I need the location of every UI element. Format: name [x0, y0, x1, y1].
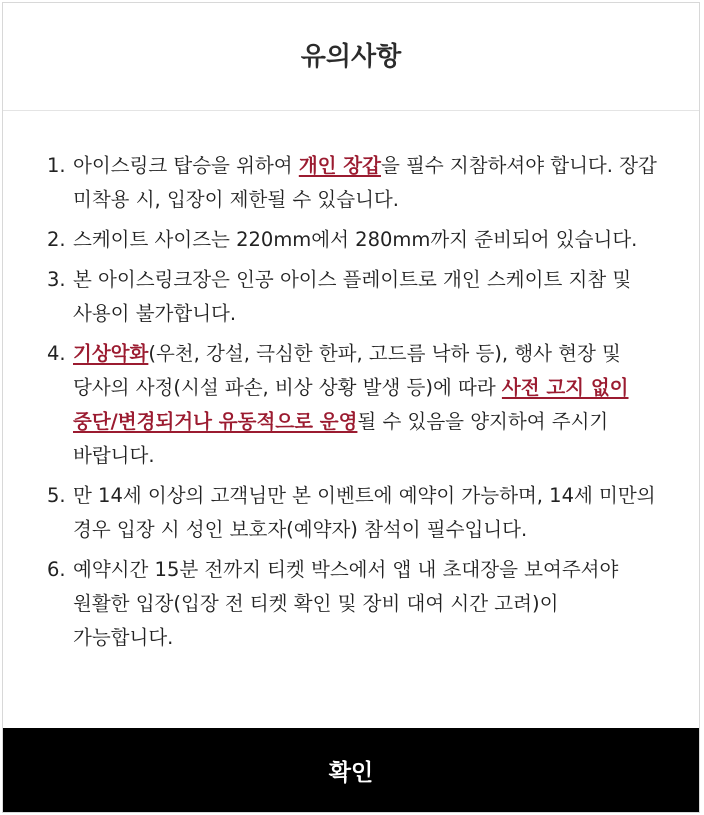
notice-text [73, 263, 659, 331]
notice-item [47, 553, 659, 655]
notice-item [47, 263, 659, 331]
notice-text [73, 479, 659, 547]
notice-highlight: 사전 고지 없이 중단/변경되거나 유동적으로 운영 [73, 376, 629, 433]
notice-text [73, 149, 659, 217]
notice-highlight: 기상악화 [73, 342, 149, 365]
notice-text-segment: 될 수 있음을 양지하여 주시기 바랍니다. [73, 410, 609, 467]
notice-text-segment: 스케이트 사이즈는 220mm에서 280mm까지 준비되어 있습니다. [73, 228, 638, 251]
notice-modal [2, 2, 700, 813]
notice-text-segment: 을 필수 지참하셔야 합니다. 장갑 미착용 시, 입장이 제한될 수 있습니다. [73, 154, 657, 211]
notice-item [47, 223, 659, 257]
notice-number: 3. [47, 268, 66, 291]
notice-text-segment: 본 아이스링크장은 인공 아이스 플레이트로 개인 스케이트 지참 및 사용이 불가합니다. [73, 268, 632, 325]
notice-text-segment: 만 14세 이상의 고객님만 본 이벤트에 예약이 가능하며, 14세 미만의 경우 입장 시 성인 보호자(예약자) 참석이 필수입니다. [73, 484, 656, 541]
notice-number: 1. [47, 154, 66, 177]
notice-number: 6. [47, 558, 66, 581]
notice-text [73, 223, 659, 257]
notice-text-segment: 예약시간 15분 전까지 티켓 박스에서 앱 내 초대장을 보여주셔야 원활한 입장(입장 전 티켓 확인 및 장비 대여 시간 고려)이 가능합니다. [73, 558, 619, 649]
notice-number: 5. [47, 484, 66, 507]
modal-header [3, 3, 699, 111]
notice-text [73, 553, 659, 655]
confirm-button[interactable]: 확인 [3, 728, 699, 812]
notice-item [47, 149, 659, 217]
modal-body [3, 111, 699, 728]
notice-text-segment: (우천, 강설, 극심한 한파, 고드름 낙하 등), 행사 현장 및 당사의 사정(시설 파손, 비상 상황 발생 등)에 따라 [73, 342, 621, 399]
notice-text [73, 337, 659, 473]
notice-item [47, 479, 659, 547]
notice-highlight: 개인 장갑 [298, 154, 381, 177]
notice-list [47, 149, 659, 655]
notice-number: 2. [47, 228, 66, 251]
modal-title: 유의사항 [300, 42, 402, 72]
notice-number: 4. [47, 342, 66, 365]
notice-text-segment: 아이스링크 탑승을 위하여 [73, 154, 299, 177]
notice-item [47, 337, 659, 473]
